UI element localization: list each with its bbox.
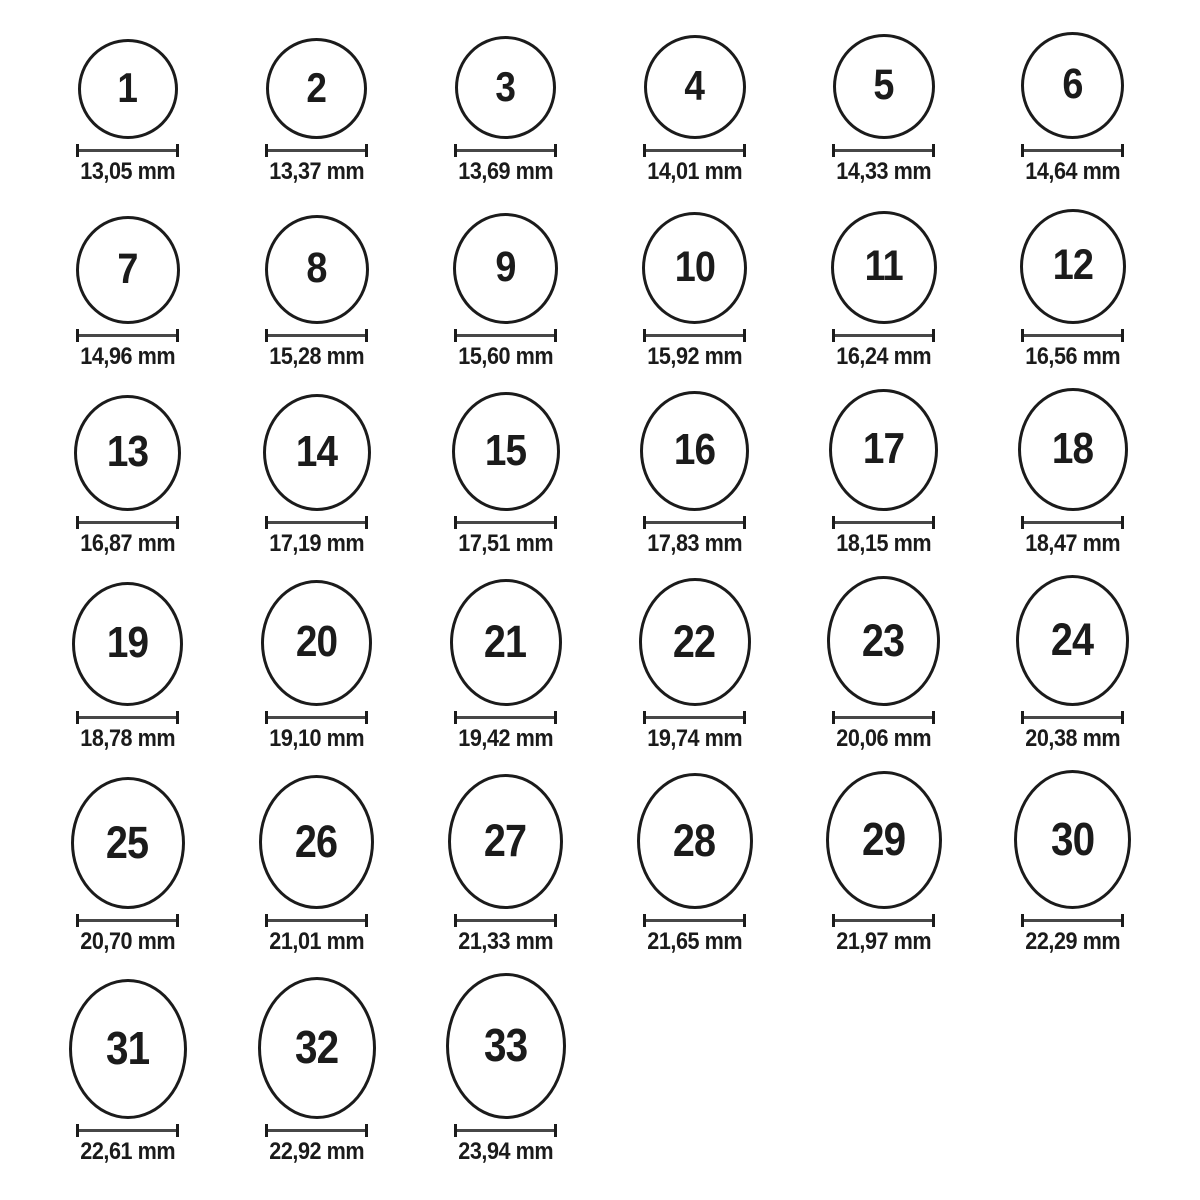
ring-size-grid (33, 0, 1167, 1165)
measure-bar (646, 149, 743, 152)
diameter-measure-line (1021, 516, 1124, 529)
ring-size-cell (222, 955, 411, 1165)
ring-circle (1018, 388, 1128, 511)
ring-circle (261, 580, 372, 706)
ring-circle (452, 392, 560, 511)
measure-bar (268, 716, 365, 719)
ring-circle (642, 212, 747, 324)
ring-circle (448, 774, 563, 909)
diameter-measure-line (454, 144, 557, 157)
measure-bar (835, 716, 932, 719)
ring-size-cell (411, 370, 600, 557)
ring-circle (78, 39, 178, 139)
ring-circle (833, 34, 935, 139)
ring-size-number: 31 (105, 1022, 150, 1074)
ring-size-cell (600, 0, 789, 185)
ring-size-number: 19 (106, 618, 149, 667)
ring-circle (455, 36, 556, 139)
ring-size-number: 26 (295, 815, 338, 867)
measure-bar (835, 919, 932, 922)
ring-size-cell (789, 185, 978, 370)
diameter-label: 13,37 mm (269, 158, 364, 185)
ring-circle (829, 389, 938, 511)
diameter-measure-line (454, 1124, 557, 1137)
diameter-label: 16,87 mm (80, 530, 175, 557)
measure-bar (646, 334, 743, 337)
ring-size-number: 11 (864, 242, 903, 290)
diameter-label: 22,61 mm (80, 1138, 175, 1165)
measure-bar (457, 1129, 554, 1132)
ring-circle (1016, 575, 1129, 706)
ring-size-cell (33, 0, 222, 185)
ring-circle (266, 38, 367, 139)
diameter-label: 15,92 mm (647, 343, 742, 370)
diameter-measure-line (76, 516, 179, 529)
ring-circle (259, 775, 374, 909)
ring-size-number: 1 (117, 64, 138, 111)
diameter-label: 16,56 mm (1025, 343, 1120, 370)
ring-circle (74, 395, 181, 511)
measure-bar (79, 1129, 176, 1132)
diameter-measure-line (832, 516, 935, 529)
ring-size-cell (978, 0, 1167, 185)
diameter-measure-line (76, 329, 179, 342)
ring-circle (258, 977, 376, 1119)
ring-circle (450, 579, 562, 706)
diameter-label: 17,19 mm (269, 530, 364, 557)
ring-circle (1014, 770, 1131, 909)
ring-circle (826, 771, 942, 909)
ring-size-cell (600, 185, 789, 370)
measure-bar (646, 716, 743, 719)
diameter-label: 18,78 mm (80, 725, 175, 752)
ring-circle (831, 211, 937, 324)
diameter-label: 13,05 mm (80, 158, 175, 185)
diameter-label: 20,70 mm (80, 928, 175, 955)
measure-bar (646, 521, 743, 524)
measure-bar (457, 334, 554, 337)
ring-size-number: 3 (495, 62, 516, 110)
diameter-measure-line (1021, 329, 1124, 342)
ring-circle (76, 216, 180, 324)
ring-size-number: 16 (673, 425, 716, 474)
diameter-label: 20,38 mm (1025, 725, 1120, 752)
ring-size-number: 18 (1051, 423, 1094, 473)
ring-size-number: 24 (1051, 614, 1094, 665)
ring-size-number: 20 (295, 617, 338, 666)
ring-size-cell (222, 185, 411, 370)
diameter-measure-line (265, 329, 368, 342)
ring-size-number: 32 (294, 1021, 339, 1073)
ring-size-cell (600, 370, 789, 557)
diameter-label: 14,33 mm (836, 158, 931, 185)
ring-size-cell (222, 370, 411, 557)
ring-size-number: 27 (484, 815, 527, 866)
ring-size-cell (222, 752, 411, 955)
diameter-label: 19,42 mm (458, 725, 553, 752)
ring-size-number: 2 (306, 63, 327, 111)
measure-bar (268, 334, 365, 337)
diameter-label: 21,97 mm (836, 928, 931, 955)
ring-size-number: 7 (117, 244, 138, 293)
ring-circle (1021, 32, 1124, 139)
diameter-measure-line (1021, 144, 1124, 157)
diameter-measure-line (265, 711, 368, 724)
diameter-label: 21,65 mm (647, 928, 742, 955)
ring-size-number: 12 (1052, 241, 1093, 289)
ring-size-cell (411, 752, 600, 955)
diameter-measure-line (1021, 711, 1124, 724)
diameter-measure-line (454, 516, 557, 529)
diameter-measure-line (832, 711, 935, 724)
measure-bar (79, 919, 176, 922)
diameter-label: 22,92 mm (269, 1138, 364, 1165)
measure-bar (835, 149, 932, 152)
measure-bar (268, 149, 365, 152)
ring-circle (453, 213, 558, 324)
measure-bar (268, 919, 365, 922)
ring-size-cell (978, 370, 1167, 557)
diameter-label: 23,94 mm (458, 1138, 553, 1165)
measure-bar (79, 716, 176, 719)
diameter-measure-line (643, 711, 746, 724)
diameter-label: 16,24 mm (836, 343, 931, 370)
ring-size-cell (789, 370, 978, 557)
diameter-measure-line (265, 1124, 368, 1137)
ring-size-cell (222, 557, 411, 752)
ring-size-cell (978, 557, 1167, 752)
diameter-label: 19,74 mm (647, 725, 742, 752)
ring-size-number: 13 (106, 427, 149, 476)
measure-bar (1024, 919, 1121, 922)
diameter-label: 15,60 mm (458, 343, 553, 370)
measure-bar (1024, 334, 1121, 337)
ring-circle (639, 578, 751, 706)
measure-bar (1024, 149, 1121, 152)
diameter-measure-line (643, 914, 746, 927)
diameter-measure-line (265, 516, 368, 529)
diameter-measure-line (76, 144, 179, 157)
ring-size-cell (222, 0, 411, 185)
diameter-measure-line (832, 329, 935, 342)
diameter-measure-line (76, 711, 179, 724)
diameter-measure-line (643, 516, 746, 529)
ring-size-number: 6 (1062, 60, 1083, 108)
ring-circle (827, 576, 940, 706)
measure-bar (646, 919, 743, 922)
diameter-label: 18,47 mm (1025, 530, 1120, 557)
ring-size-cell (33, 955, 222, 1165)
measure-bar (79, 334, 176, 337)
measure-bar (835, 521, 932, 524)
ring-size-cell (789, 557, 978, 752)
ring-circle (637, 773, 753, 909)
measure-bar (79, 521, 176, 524)
diameter-measure-line (265, 914, 368, 927)
ring-size-cell (789, 0, 978, 185)
ring-size-cell (411, 955, 600, 1165)
ring-size-cell (978, 752, 1167, 955)
ring-size-cell (33, 370, 222, 557)
diameter-label: 14,96 mm (80, 343, 175, 370)
diameter-measure-line (454, 711, 557, 724)
diameter-label: 14,64 mm (1025, 158, 1120, 185)
ring-size-number: 30 (1050, 812, 1095, 865)
ring-size-number: 5 (873, 61, 894, 109)
ring-size-number: 14 (295, 426, 338, 476)
measure-bar (268, 521, 365, 524)
ring-circle (263, 394, 371, 511)
ring-size-cell (600, 752, 789, 955)
ring-circle (446, 973, 566, 1119)
measure-bar (457, 716, 554, 719)
ring-circle (265, 215, 369, 324)
measure-bar (268, 1129, 365, 1132)
diameter-measure-line (643, 144, 746, 157)
measure-bar (457, 521, 554, 524)
ring-size-number: 9 (495, 243, 516, 291)
diameter-label: 17,51 mm (458, 530, 553, 557)
ring-size-cell (600, 557, 789, 752)
ring-size-cell (789, 752, 978, 955)
diameter-measure-line (76, 1124, 179, 1137)
diameter-label: 14,01 mm (647, 158, 742, 185)
ring-size-cell (411, 0, 600, 185)
ring-circle (640, 391, 749, 511)
diameter-measure-line (832, 144, 935, 157)
diameter-label: 21,33 mm (458, 928, 553, 955)
ring-size-number: 17 (862, 424, 905, 473)
diameter-measure-line (1021, 914, 1124, 927)
diameter-label: 15,28 mm (269, 343, 364, 370)
ring-size-number: 28 (673, 814, 716, 866)
ring-size-cell (33, 185, 222, 370)
ring-circle (72, 582, 183, 706)
diameter-measure-line (643, 329, 746, 342)
measure-bar (79, 149, 176, 152)
ring-size-cell (33, 557, 222, 752)
diameter-measure-line (454, 329, 557, 342)
measure-bar (1024, 716, 1121, 719)
ring-size-number: 10 (674, 242, 715, 291)
measure-bar (1024, 521, 1121, 524)
ring-size-number: 22 (673, 615, 716, 667)
diameter-label: 21,01 mm (269, 928, 364, 955)
diameter-label: 13,69 mm (458, 158, 553, 185)
ring-circle (71, 777, 185, 909)
diameter-measure-line (76, 914, 179, 927)
ring-size-cell (411, 557, 600, 752)
measure-bar (835, 334, 932, 337)
ring-size-number: 23 (862, 614, 905, 666)
ring-size-number: 29 (861, 813, 906, 865)
diameter-label: 20,06 mm (836, 725, 931, 752)
measure-bar (457, 149, 554, 152)
diameter-label: 22,29 mm (1025, 928, 1120, 955)
diameter-label: 17,83 mm (647, 530, 742, 557)
ring-size-number: 33 (483, 1019, 528, 1071)
ring-size-number: 15 (484, 425, 527, 475)
ring-size-number: 25 (106, 816, 149, 868)
diameter-label: 18,15 mm (836, 530, 931, 557)
measure-bar (457, 919, 554, 922)
ring-circle (69, 979, 187, 1119)
ring-size-cell (978, 185, 1167, 370)
diameter-measure-line (265, 144, 368, 157)
diameter-label: 19,10 mm (269, 725, 364, 752)
ring-circle (1020, 209, 1126, 324)
ring-circle (644, 35, 746, 139)
ring-size-cell (411, 185, 600, 370)
ring-size-cell (33, 752, 222, 955)
diameter-measure-line (832, 914, 935, 927)
ring-size-number: 21 (484, 616, 527, 667)
ring-size-number: 8 (306, 244, 327, 292)
ring-size-number: 4 (684, 62, 705, 109)
diameter-measure-line (454, 914, 557, 927)
